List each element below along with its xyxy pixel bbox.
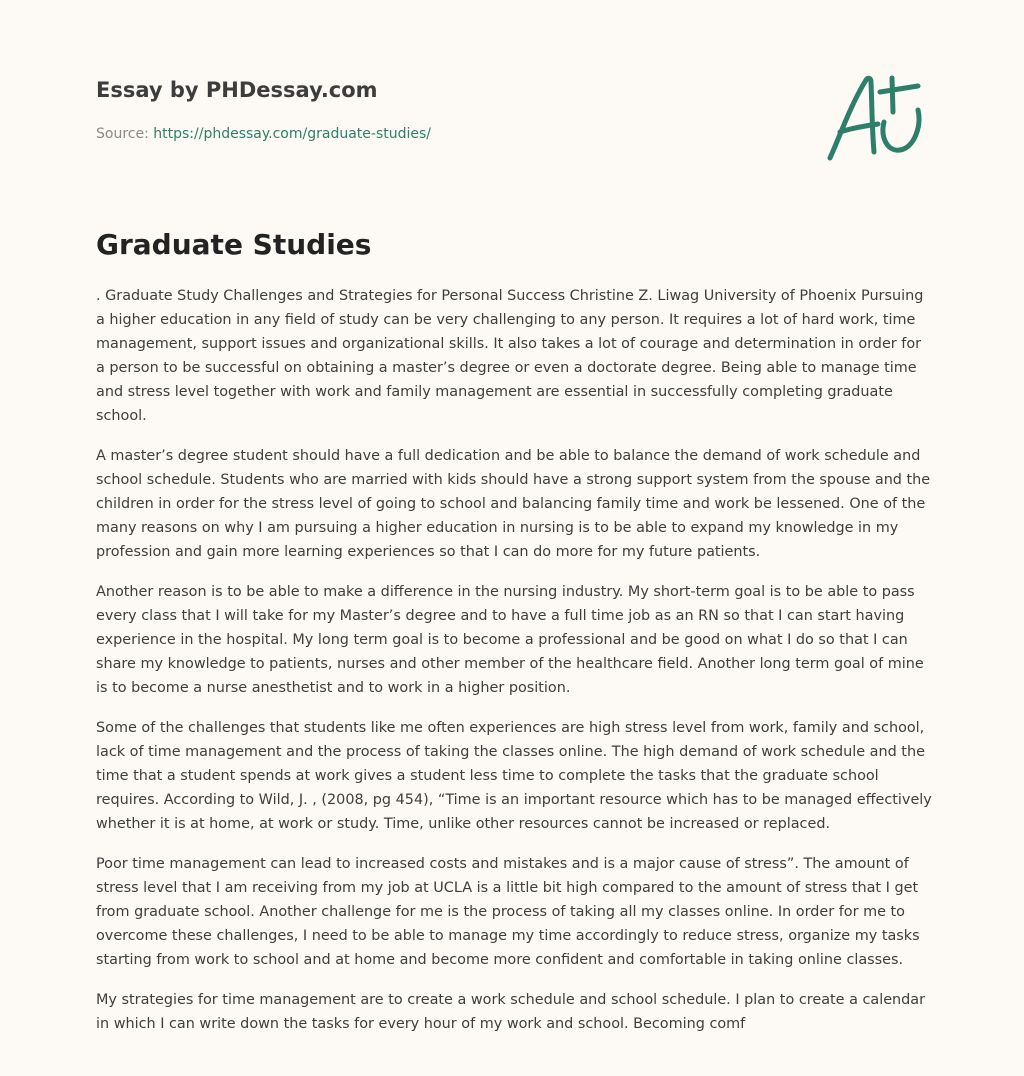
essay-paragraph: Another reason is to be able to make a difference in the nursing industry. My short-term goal is to be able to pass every class that I will take for my Master’s degree and to have a full time job as an RN so that I can start having experience in the hospital. My long term goal is to become a professional and be good on what I do so that I can share my knowledge to patients, nurses and other member of the healthcare field. Another long term goal of mine is to become a nurse anesthetist and to work in a higher position. <box>96 584 924 696</box>
a-plus-grade-icon <box>822 66 932 166</box>
essay-paragraph: Poor time management can lead to increased costs and mistakes and is a major cause of stress”. The amount of stress level that I am receiving from my job at UCLA is a little bit high compared to the amount of stress that I get from graduate school. Another challenge for me is the process of taking all my classes online. In order for me to overcome these challenges, I need to be able to manage my time accordingly to reduce stress, organize my tasks starting from work to school and at home and become more confident and comfortable in taking online classes. <box>96 856 920 968</box>
essay-title: Graduate Studies <box>96 228 372 261</box>
essay-paragraph: . Graduate Study Challenges and Strategies for Personal Success Christine Z. Liwag University of Phoenix Pursuing a higher education in any field of study can be very challenging to any person. It requires a lot of hard work, time management, support issues and organizational skills. It also takes a lot of courage and determination in order for a person to be successful on obtaining a master’s degree or even a doctorate degree. Being able to manage time and stress level together with work and family management are essential in successfully completing graduate school. <box>96 288 924 424</box>
essay-paragraph: My strategies for time management are to create a work schedule and school schedule. I plan to create a calendar in which I can write down the tasks for every hour of my work and school. Becoming comf <box>96 992 926 1032</box>
source-label: Source: <box>96 126 149 142</box>
source-link[interactable]: https://phdessay.com/graduate-studies/ <box>153 126 432 142</box>
page-header <box>96 76 796 144</box>
site-brand: Essay by PHDessay.com <box>96 78 378 102</box>
essay-paragraph: A master’s degree student should have a full dedication and be able to balance the demand of work schedule and school schedule. Students who are married with kids should have a strong support system from the spouse and the children in order for the stress level of going to school and balancing family time and work be lessened. One of the many reasons on why I am pursuing a higher education in nursing is to be able to expand my knowledge in my profession and gain more learning experiences so that I can do more for my future patients. <box>96 448 931 560</box>
source-line <box>96 124 796 144</box>
essay-body <box>96 284 932 1052</box>
essay-paragraph: Some of the challenges that students like me often experiences are high stress level from work, family and school, lack of time management and the process of taking the classes online. The high demand of work schedule and the time that a student spends at work gives a student less time to complete the tasks that the graduate school requires. According to Wild, J. , (2008, pg 454), “Time is an important resource which has to be managed effectively whether it is at home, at work or study. Time, unlike other resources cannot be increased or replaced. <box>96 720 932 832</box>
